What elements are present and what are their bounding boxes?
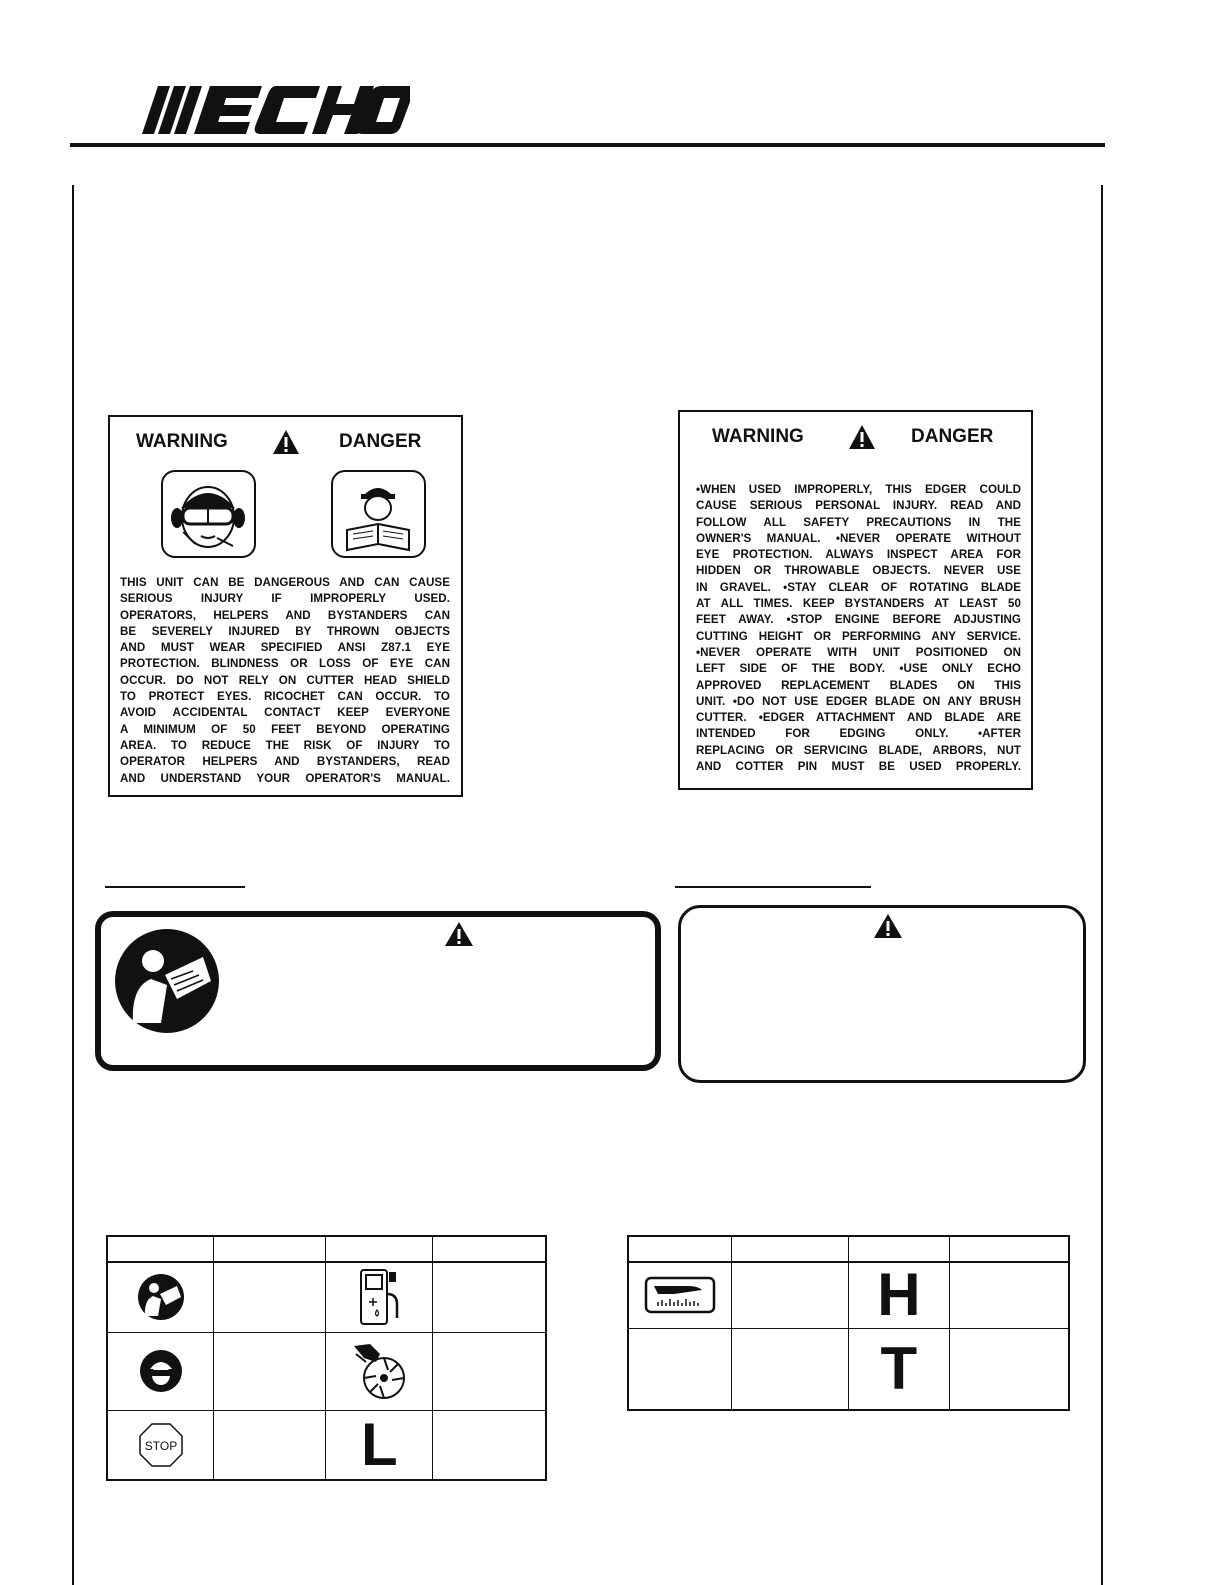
read-manual-icon <box>113 927 221 1035</box>
head-eye-protection-icon <box>139 1349 183 1393</box>
person-reading-icon <box>333 472 424 556</box>
read-manual-callout <box>95 911 661 1071</box>
symbol-cell <box>326 1262 433 1332</box>
table-header-row <box>628 1236 1069 1262</box>
description-cell <box>433 1262 546 1332</box>
symbol-table-left <box>106 1235 547 1481</box>
danger-label: DANGER <box>911 426 994 447</box>
symbol-cell <box>107 1410 214 1480</box>
read-manual-icon <box>136 1272 186 1322</box>
symbol-cell <box>326 1410 433 1480</box>
symbol-cell <box>107 1262 214 1332</box>
warning-triangle-icon <box>444 921 474 947</box>
symbol-cell <box>326 1332 433 1410</box>
table-row <box>628 1328 1069 1410</box>
decal-heading <box>110 431 461 461</box>
goggles-face-icon <box>163 472 254 556</box>
left-margin-rule <box>72 185 74 1585</box>
warning-triangle-icon <box>272 429 300 455</box>
eye-ear-protection-pictogram <box>161 470 256 558</box>
right-margin-rule <box>1101 185 1103 1585</box>
symbol-cell <box>848 1262 950 1328</box>
table-row <box>628 1262 1069 1328</box>
symbol-cell <box>848 1328 950 1410</box>
description-cell <box>214 1410 326 1480</box>
header-rule <box>70 143 1105 147</box>
table-header-row <box>107 1236 546 1262</box>
symbol-cell <box>628 1328 732 1410</box>
table-row <box>107 1410 546 1480</box>
warning-triangle-icon <box>873 913 903 939</box>
decal-warning-text: •WHEN USED IMPROPERLY, THIS EDGER COULD CAUSE SERIOUS PERSONAL INJURY. READ AND FOLLOW ALL SAFETY PRECAUTIONS IN THE OWNER'S MANUAL. •NEVER OPERATE WITHOUT EYE PROTECTION. ALWAYS INSPECT AREA FOR HIDDEN OR THROWABLE OBJECTS. NEVER USE IN GRAVEL. •STAY CLEAR OF ROTATING BLADE AT ALL TIMES. KEEP BYSTANDERS AT LEAST 50 FEET AWAY. •STOP ENGINE BEFORE ADJUSTING CUTTING HEIGHT OR PERFORMING ANY SERVICE. •NEVER OPERATE WITH UNIT POSITIONED ON LEFT SIDE OF THE BODY. •USE ONLY ECHO APPROVED REPLACEMENT BLADES ON THIS UNIT. •DO NOT USE EDGER BLADE ON ANY BRUSH CUTTER. •EDGER ATTACHMENT AND BLADE ARE INTENDED FOR EDGING ONLY. •AFTER REPLACING OR SERVICING BLADE, ARBORS, NUT AND COTTER PIN MUST BE USED PROPERLY. <box>696 483 1021 774</box>
warning-triangle-icon <box>848 424 876 450</box>
description-cell <box>950 1328 1069 1410</box>
symbol-table-right <box>627 1235 1070 1411</box>
registered-mark: ® <box>389 123 397 134</box>
decal-heading <box>680 426 1031 456</box>
description-cell <box>214 1332 326 1410</box>
description-cell <box>732 1328 848 1410</box>
warning-callout <box>678 905 1086 1083</box>
stop-sign-icon <box>138 1422 184 1468</box>
echo-logo <box>140 82 410 138</box>
decal-warning-text: THIS UNIT CAN BE DANGEROUS AND CAN CAUSE SERIOUS INJURY IF IMPROPERLY USED. OPERATORS, HELPERS AND BYSTANDERS CAN BE SEVERELY INJURED BY THROWN OBJECTS AND MUST WEAR SPECIFIED ANSI Z87.1 EYE PROTECTION. BLINDNESS OR LOSS OF EYE CAN OCCUR. DO NOT RELY ON CUTTER HEAD SHIELD TO PROTECT EYES. RICOCHET CAN OCCUR. TO AVOID ACCIDENTAL CONTACT KEEP EVERYONE A MINIMUM OF 50 FEET BEYOND OPERATING AREA. TO REDUCE THE RISK OF INJURY TO OPERATOR HELPERS AND BYSTANDERS, READ AND UNDERSTAND YOUR OPERATOR'S MANUAL. <box>120 576 450 785</box>
stop-sign-text: STOP <box>144 1438 177 1453</box>
table-row <box>107 1262 546 1332</box>
section-underline-right <box>675 886 871 888</box>
read-manual-pictogram <box>331 470 426 558</box>
letter-symbol-h: H <box>877 1261 921 1329</box>
letter-symbol-t: T <box>880 1334 918 1402</box>
description-cell <box>950 1262 1069 1328</box>
table-row <box>107 1332 546 1410</box>
description-cell <box>433 1332 546 1410</box>
description-cell <box>433 1410 546 1480</box>
blade-hand-hazard-icon <box>350 1340 408 1402</box>
letter-symbol-l: L <box>360 1410 398 1478</box>
warning-decal-edger <box>678 410 1033 790</box>
warning-label: WARNING <box>136 431 228 452</box>
danger-label: DANGER <box>339 431 422 452</box>
warning-label: WARNING <box>712 426 804 447</box>
description-cell <box>732 1262 848 1328</box>
description-cell <box>214 1262 326 1332</box>
section-underline-left <box>105 886 245 888</box>
symbol-cell <box>628 1262 732 1328</box>
hot-surface-hand-icon <box>644 1276 716 1314</box>
fuel-pump-icon <box>355 1266 403 1328</box>
warning-decal-trimmer <box>108 415 463 797</box>
symbol-cell <box>107 1332 214 1410</box>
